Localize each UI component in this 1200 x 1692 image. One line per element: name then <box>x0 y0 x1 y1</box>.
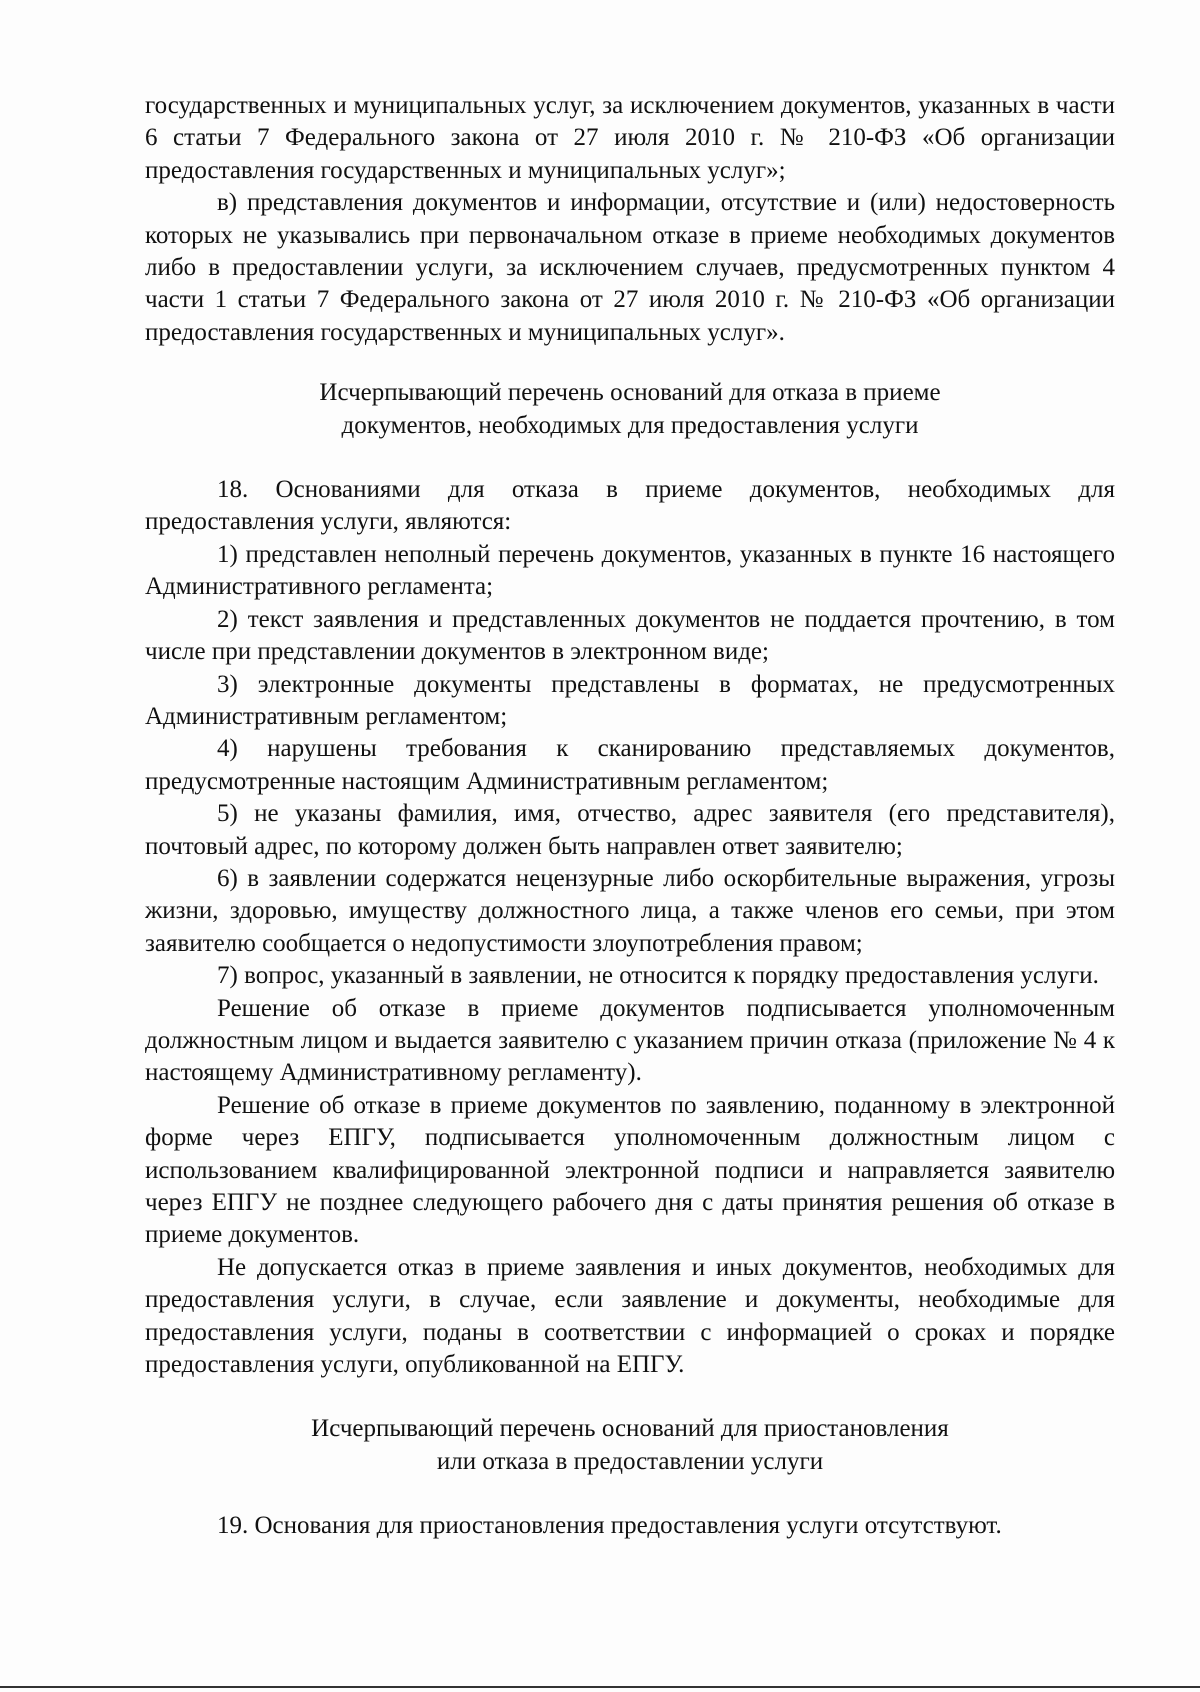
list-item: 1) представлен неполный перечень документов, указанных в пункте 16 настоящего Административного регламента; <box>145 540 1115 601</box>
list-item: 6) в заявлении содержатся нецензурные либо оскорбительные выражения, угрозы жизни, здоровью, имуществу должностного лица, а также членов его семьи, при этом заявителю сообщается о недопустимости злоупотребления правом; <box>145 864 1115 957</box>
paragraph-18-intro: 18. Основаниями для отказа в приеме документов, необходимых для предоставления услуги, являются: <box>145 476 1115 536</box>
heading-line: документов, необходимых для предоставления услуги <box>341 411 919 439</box>
paragraph-19: 19. Основания для приостановления предоставления услуги отсутствуют. <box>217 1512 1002 1540</box>
paragraph-not-allowed: Не допускается отказ в приеме заявления и иных документов, необходимых для предоставления услуги, в случае, если заявление и документы, необходимые для предоставления услуги, поданы в соответствии с информацией о сроках и порядке предоставления услуги, опубликованной на ЕПГУ. <box>145 1253 1115 1379</box>
paragraph-decision-epgu: Решение об отказе в приеме документов по заявлению, поданному в электронной форме через ЕПГУ, подписывается уполномоченным должностным лицом с использованием квалифицированной электронной подписи и направляется заявителю через ЕПГУ не позднее следующего рабочего дня с даты принятия решения об отказе в приеме документов. <box>145 1091 1115 1249</box>
heading-line: Исчерпывающий перечень оснований для отказа в приеме <box>319 379 941 407</box>
list-item: 4) нарушены требования к сканированию представляемых документов, предусмотренные настоящим Административным регламентом; <box>145 735 1115 795</box>
list-item: 3) электронные документы представлены в форматах, не предусмотренных Административным регламентом; <box>145 670 1115 730</box>
page-bottom-border <box>0 1686 1200 1688</box>
paragraph-continuation: государственных и муниципальных услуг, за исключением документов, указанных в части 6 статьи 7 Федерального закона от 27 июля 2010 г. № 210-ФЗ «Об организации предоставления государственных и муниципальных услуг»; <box>145 92 1115 184</box>
paragraph-decision-signing: Решение об отказе в приеме документов подписывается уполномоченным должностным лицом и выдается заявителю с указанием причин отказа (приложение № 4 к настоящему Административному регламенту). <box>145 994 1115 1087</box>
paragraph-item-v: в) представления документов и информации, отсутствие и (или) недостоверность которых не указывались при первоначальном отказе в приеме необходимых документов либо в предоставлении услуги, за исключением случаев, предусмотренных пунктом 4 части 1 статьи 7 Федерального закона от 27 июля 2010 г. № 210-ФЗ «Об организации предоставления государственных и муниципальных услуг». <box>145 189 1115 346</box>
section-heading-refusal-reception <box>145 377 1115 442</box>
heading-line: Исчерпывающий перечень оснований для приостановления <box>311 1415 949 1443</box>
section-heading-suspension <box>145 1413 1115 1478</box>
list-item: 2) текст заявления и представленных документов не поддается прочтению, в том числе при представлении документов в электронном виде; <box>145 605 1115 666</box>
document-page <box>145 90 1115 1543</box>
heading-line: или отказа в предоставлении услуги <box>436 1447 824 1475</box>
list-item: 5) не указаны фамилия, имя, отчество, адрес заявителя (его представителя), почтовый адрес, по которому должен быть направлен ответ заявителю; <box>145 800 1115 860</box>
list-item: 7) вопрос, указанный в заявлении, не относится к порядку предоставления услуги. <box>217 962 1099 990</box>
